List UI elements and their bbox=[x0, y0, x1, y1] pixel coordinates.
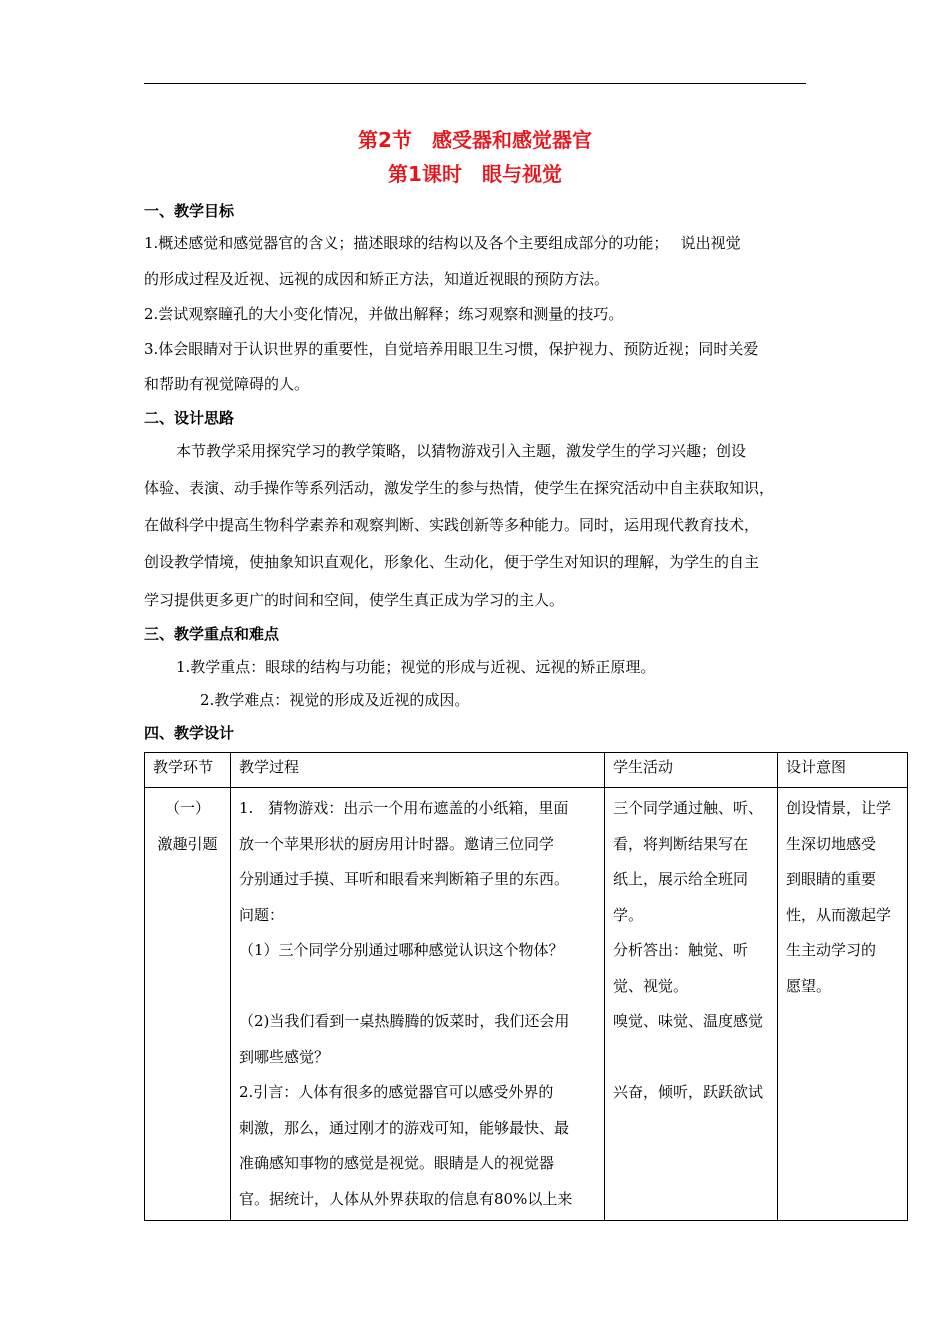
header-cell-activity: 学生活动 bbox=[605, 753, 778, 788]
process-line: （1）三个同学分别通过哪种感觉认识这个物体？ bbox=[239, 941, 564, 959]
paragraph-line: 体验、表演、动手操作等系列活动，激发学生的参与热情，使学生在探究活动中自主获取知识， bbox=[144, 479, 775, 497]
header-cell-stage: 教学环节 bbox=[145, 753, 231, 788]
section-heading-objectives: 一、教学目标 bbox=[144, 202, 235, 220]
process-line bbox=[239, 969, 596, 1005]
paragraph-line: 1.概述感觉和感觉器官的含义；描述眼球的结构以及各个主要组成部分的功能； 说出视觉 bbox=[144, 234, 741, 252]
teaching-design-table bbox=[144, 752, 908, 1221]
activity-line: 分析答出：触觉、听 bbox=[613, 941, 749, 959]
paragraph-line: 在做科学中提高生物科学素养和观察判断、实践创新等多种能力。同时，运用现代教育技术， bbox=[144, 516, 760, 534]
activity-line: 嗅觉、味觉、温度感觉 bbox=[613, 1012, 764, 1030]
paragraph-line: 创设教学情境，使抽象知识直观化，形象化、生动化，便于学生对知识的理解，为学生的自主 bbox=[144, 553, 760, 571]
intent-cell bbox=[778, 788, 908, 1221]
intent-line: 性，从而激起学 bbox=[786, 905, 892, 924]
stage-cell bbox=[145, 788, 231, 1221]
process-cell bbox=[231, 788, 605, 1221]
intent-line: 创设情景，让学 bbox=[786, 799, 892, 817]
intent-line: 生深切地感受 bbox=[786, 834, 877, 853]
stage-line: 激趣引题 bbox=[157, 834, 218, 853]
activity-line: 看，将判断结果写在 bbox=[613, 834, 749, 853]
doc-subtitle: 第1课时 眼与视觉 bbox=[388, 162, 562, 186]
doc-title: 第2节 感受器和感觉器官 bbox=[358, 128, 592, 152]
activity-line: 兴奋，倾听，跃跃欲试 bbox=[613, 1083, 764, 1101]
process-line: 问题： bbox=[239, 905, 285, 924]
intent-line: 愿望。 bbox=[786, 976, 832, 995]
paragraph-line: 的形成过程及近视、远视的成因和矫正方法，知道近视眼的预防方法。 bbox=[144, 270, 610, 288]
section-heading-key-points: 三、教学重点和难点 bbox=[144, 625, 280, 643]
activity-line: 学。 bbox=[613, 905, 644, 924]
paragraph-line: 3.体会眼睛对于认识世界的重要性，自觉培养用眼卫生习惯，保护视力、预防近视；同时关爱 bbox=[144, 340, 759, 358]
process-line: 2.引言：人体有很多的感觉器官可以感受外界的 bbox=[239, 1083, 554, 1101]
paragraph-line: 本节教学采用探究学习的教学策略，以猜物游戏引入主题，激发学生的学习兴趣；创设 bbox=[176, 442, 747, 460]
paragraph-line: 和帮助有视觉障碍的人。 bbox=[144, 375, 310, 393]
process-line: 刺激，那么，通过刚才的游戏可知，能够最快、最 bbox=[239, 1118, 570, 1137]
table-row bbox=[145, 788, 908, 1221]
process-line: 分别通过手摸、耳听和眼看来判断箱子里的东西。 bbox=[239, 870, 570, 888]
header-cell-process: 教学过程 bbox=[231, 753, 605, 788]
activity-line bbox=[613, 1040, 769, 1076]
activity-line: 三个同学通过触、听、 bbox=[613, 799, 764, 817]
paragraph-line: 学习提供更多更广的时间和空间，使学生真正成为学习的主人。 bbox=[144, 591, 565, 609]
process-line: 放一个苹果形状的厨房用计时器。邀请三位同学 bbox=[239, 834, 555, 853]
stage-line: （一） bbox=[164, 799, 210, 817]
section-heading-teaching-design: 四、教学设计 bbox=[144, 724, 235, 742]
header-cell-intent: 设计意图 bbox=[778, 753, 908, 788]
intent-line: 到眼睛的重要 bbox=[786, 870, 877, 888]
table-header-row bbox=[145, 753, 908, 788]
header-rule bbox=[144, 83, 806, 84]
process-line: 准确感知事物的感觉是视觉。眼睛是人的视觉器 bbox=[239, 1154, 555, 1172]
section-heading-design-idea: 二、设计思路 bbox=[144, 409, 235, 427]
difficulty-line: 2.教学难点：视觉的形成及近视的成因。 bbox=[200, 691, 470, 709]
process-line: 到哪些感觉？ bbox=[239, 1047, 330, 1066]
process-line: 1. 猜物游戏：出示一个用布遮盖的小纸箱，里面 bbox=[239, 799, 569, 817]
activity-cell bbox=[605, 788, 778, 1221]
key-point-line: 1.教学重点：眼球的结构与功能；视觉的形成与近视、远视的矫正原理。 bbox=[176, 658, 656, 676]
intent-line: 生主动学习的 bbox=[786, 941, 877, 959]
process-line: （2)当我们看到一桌热腾腾的饭菜时，我们还会用 bbox=[239, 1012, 570, 1030]
activity-line: 觉、视觉。 bbox=[613, 976, 689, 995]
paragraph-line: 2.尝试观察瞳孔的大小变化情况，并做出解释；练习观察和测量的技巧。 bbox=[144, 305, 624, 323]
activity-line: 纸上，展示给全班同 bbox=[613, 870, 749, 888]
process-line: 官。据统计，人体从外界获取的信息有80%以上来 bbox=[239, 1189, 573, 1208]
